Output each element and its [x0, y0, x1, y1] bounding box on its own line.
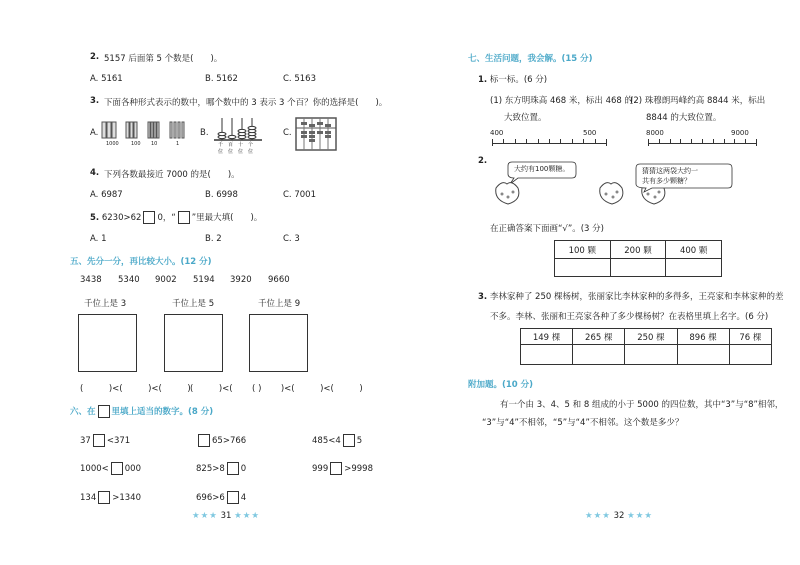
r-q3-name-cell-1[interactable]	[521, 345, 573, 365]
number-line-tick	[572, 139, 573, 144]
r-q1-part1-line1: (1) 东方明珠高 468 米，标出 468 的	[490, 96, 633, 106]
s5-compare-2[interactable]: ( )<( )	[190, 384, 262, 394]
footer-stars-right-icon: ★★★	[234, 511, 260, 521]
r-q2-answer-table	[554, 240, 722, 277]
s5-compare-1[interactable]: ( )<( )<( )	[80, 384, 191, 394]
s6-title-post: 里填上适当的数字。(8 分)	[111, 407, 214, 417]
s6-item-3-pre: 485<4	[312, 436, 341, 446]
r-q3-option-250: 250 棵	[625, 329, 677, 345]
q5-text-mid: 0，“	[157, 213, 176, 223]
r-q3-option-265: 265 棵	[573, 329, 625, 345]
q5-option-b[interactable]: B. 2	[205, 234, 222, 244]
r-q3-name-cell-2[interactable]	[573, 345, 625, 365]
s5-label-3: 千位上是 3	[84, 299, 127, 309]
s6-item-5	[196, 462, 246, 475]
number-line-tick	[756, 139, 757, 146]
q5-blank-box[interactable]	[143, 211, 155, 224]
bundle-value-1000: 1000	[106, 141, 119, 147]
s6-item-8-box[interactable]	[227, 491, 239, 504]
s6-item-2-post: 65>766	[212, 436, 247, 446]
r-q3-name-cell-4[interactable]	[677, 345, 729, 365]
footer-stars-left-icon: ★★★	[585, 511, 611, 521]
r-q3-line1	[478, 290, 784, 302]
s6-item-3-box[interactable]	[343, 434, 355, 447]
r-q2-check-cell-1[interactable]	[555, 259, 611, 277]
section5-title: 五、先分一分，再比较大小。(12 分)	[70, 257, 212, 267]
s5-number-4: 5194	[193, 275, 215, 285]
abacus-sub-1: 位	[218, 149, 224, 155]
s6-item-7	[80, 491, 141, 504]
q3-text: 下面各种形式表示的数中，哪个数中的 3 表示 3 个百？你的选择是( )。	[104, 98, 388, 108]
q4-text: 下列各数最接近 7000 的是( )。	[104, 170, 240, 180]
axis2-label-end: 9000	[731, 129, 749, 137]
s6-item-7-pre: 134	[80, 493, 97, 503]
s6-title-box-symbol	[98, 405, 110, 418]
s5-group-box-3[interactable]	[78, 314, 137, 372]
bundle-value-100: 100	[131, 141, 141, 147]
axis1-label-end: 500	[583, 129, 597, 137]
s6-item-2	[196, 434, 246, 447]
number-line-tick	[713, 139, 714, 144]
speech-bubble-2-line2: 共有多少颗糖？	[642, 177, 691, 185]
s6-item-8-pre: 696>6	[196, 493, 225, 503]
s5-number-5: 3920	[230, 275, 252, 285]
r-q1-part2-line1: (2) 珠穆朗玛峰约高 8844 米，标出	[630, 96, 766, 106]
s6-item-5-pre: 825>8	[196, 464, 225, 474]
abacus-c-icon	[294, 116, 338, 152]
number-line-tick	[526, 139, 527, 144]
s5-compare-3[interactable]: ( )<( )<( )	[252, 384, 363, 394]
q4-option-c[interactable]: C. 7001	[283, 190, 316, 200]
number-line-tick	[745, 139, 746, 144]
r-q3-line2: 不多。李林、张丽和王亮家各种了多少棵杨树？在表格里填上名字。(6 分)	[490, 312, 769, 322]
s6-item-1	[80, 434, 130, 447]
s6-item-1-post: <371	[106, 436, 131, 446]
speech-bubble-2-line1: 猜猜这两袋大约一	[642, 167, 698, 175]
bundle-value-1: 1	[176, 141, 180, 147]
r-q2-option-100: 100 颗	[555, 241, 611, 259]
r-q1-part2-line2: 8844 的大致位置。	[646, 113, 722, 123]
number-line-tick	[515, 139, 516, 144]
s6-item-6-post: >9998	[344, 464, 373, 474]
q5-option-c[interactable]: C. 3	[283, 234, 300, 244]
number-line-tick	[724, 139, 725, 144]
q2-number: 2.	[90, 52, 100, 62]
s6-item-6-pre: 999	[312, 464, 329, 474]
r-q1-title: 标一标。(6 分)	[489, 75, 548, 85]
r-q1-number: 1.	[478, 75, 488, 85]
s6-item-3	[312, 434, 362, 447]
number-line-tick	[702, 139, 703, 144]
s6-item-7-box[interactable]	[98, 491, 110, 504]
r-q1-header	[478, 73, 547, 85]
r-q2-option-200: 200 颗	[610, 241, 666, 259]
s5-label-9: 千位上是 9	[258, 299, 301, 309]
q5-text-pre: 6230>62	[101, 213, 142, 223]
s6-item-1-pre: 37	[80, 436, 91, 446]
abacus-sub-2: 位	[228, 149, 234, 155]
q4-number: 4.	[90, 168, 100, 178]
number-line-tick	[492, 139, 493, 146]
r-q1-part1-line2: 大致位置。	[504, 113, 547, 123]
number-line-tick	[606, 139, 607, 146]
q4-option-a[interactable]: A. 6987	[90, 190, 123, 200]
number-line-tick	[560, 139, 561, 144]
r-q2-option-400: 400 颗	[666, 241, 722, 259]
q5-box-symbol	[178, 211, 190, 224]
right-page-footer	[585, 511, 653, 521]
s5-number-1: 3438	[80, 275, 102, 285]
abacus-label-bai: 百	[228, 142, 234, 148]
s5-group-box-5[interactable]	[164, 314, 223, 372]
s6-item-4-post: 000	[124, 464, 141, 474]
extra-line2: “3”与“4”不相邻，“5”与“4”不相邻。这个数是多少？	[482, 418, 684, 428]
r-q3-option-76: 76 棵	[729, 329, 771, 345]
bundle-value-10: 10	[151, 141, 158, 147]
r-q3-option-896: 896 棵	[677, 329, 729, 345]
left-page-footer	[192, 511, 260, 521]
q5-number: 5.	[90, 213, 100, 223]
r-q3-option-149: 149 棵	[521, 329, 573, 345]
r-q2-number: 2.	[478, 156, 488, 166]
s6-item-5-post: 0	[240, 464, 247, 474]
s5-group-box-9[interactable]	[249, 314, 308, 372]
left-page-number: 31	[220, 511, 232, 521]
s5-label-5: 千位上是 5	[172, 299, 215, 309]
abacus-sub-4: 位	[248, 149, 254, 155]
s5-number-3: 9002	[155, 275, 177, 285]
extra-title: 附加题。(10 分)	[468, 380, 534, 390]
q2-option-b[interactable]: B. 5162	[205, 74, 238, 84]
q3-option-a[interactable]: A.	[90, 128, 99, 138]
s6-item-4-pre: 1000<	[80, 464, 109, 474]
s6-item-6-box[interactable]	[330, 462, 342, 475]
abacus-label-qian: 千	[218, 142, 224, 148]
s6-item-1-box[interactable]	[93, 434, 105, 447]
s6-title-pre: 六、在	[70, 407, 96, 417]
s6-item-4-box[interactable]	[111, 462, 123, 475]
abacus-sub-3: 位	[238, 149, 244, 155]
s5-number-6: 9660	[268, 275, 290, 285]
section7-title: 七、生活问题，我会解。(15 分)	[468, 54, 593, 64]
number-line-tick	[503, 139, 504, 144]
q4-option-b[interactable]: B. 6998	[205, 190, 238, 200]
axis2-label-start: 8000	[646, 129, 664, 137]
s6-item-2-box[interactable]	[198, 434, 210, 447]
s6-item-5-box[interactable]	[227, 462, 239, 475]
section6-title	[70, 405, 213, 418]
number-line-tick	[680, 139, 681, 144]
r-q3-name-cell-5[interactable]	[729, 345, 771, 365]
q3-option-b[interactable]: B.	[200, 128, 209, 138]
r-q2-check-cell-3[interactable]	[666, 259, 722, 277]
q5-option-a[interactable]: A. 1	[90, 234, 107, 244]
extra-line1: 有一个由 3、4、5 和 8 组成的小于 5000 的四位数，其中“3”与“8”相邻，	[500, 400, 784, 410]
footer-stars-right-icon: ★★★	[627, 511, 653, 521]
number-line-tick	[659, 139, 660, 144]
abacus-label-ge: 个	[248, 142, 254, 148]
number-line-tick	[648, 139, 649, 146]
r-q2-instruction: 在正确答案下面画“√”。(3 分)	[490, 224, 604, 234]
number-line-tick	[583, 139, 584, 144]
number-line-tick	[691, 139, 692, 144]
r-q3-number: 3.	[478, 292, 488, 302]
abacus-b-icon	[212, 116, 264, 142]
q5-line	[90, 211, 262, 224]
r-q3-text-1: 李林家种了 250 棵杨树，张丽家比李林家种的多得多，王亮家和李林家种的差	[489, 292, 784, 302]
s6-item-8	[196, 491, 246, 504]
r-q2-check-cell-2[interactable]	[610, 259, 666, 277]
number-line-tick	[734, 139, 735, 144]
speech-bubble-1: 大约有100颗糖。	[514, 165, 570, 173]
s6-item-8-post: 4	[240, 493, 247, 503]
s6-item-4	[80, 462, 141, 475]
s6-item-6	[312, 462, 373, 475]
q5-text-post: ”里最大填( )。	[191, 213, 263, 223]
right-page-number: 32	[613, 511, 625, 521]
s5-number-2: 5340	[118, 275, 140, 285]
abacus-label-shi: 十	[238, 142, 244, 148]
number-line-tick	[595, 139, 596, 144]
s6-item-3-post: 5	[356, 436, 363, 446]
number-line-tick	[549, 139, 550, 144]
axis1-label-start: 400	[490, 129, 504, 137]
r-q3-table	[520, 328, 772, 365]
number-line-tick	[538, 139, 539, 144]
q2-option-c[interactable]: C. 5163	[283, 74, 316, 84]
s6-item-7-post: >1340	[112, 493, 141, 503]
number-line-tick	[670, 139, 671, 144]
q3-number: 3.	[90, 96, 100, 106]
q2-text: 5157 后面第 5 个数是( )。	[104, 54, 223, 64]
q3-option-c[interactable]: C.	[283, 128, 292, 138]
r-q3-name-cell-3[interactable]	[625, 345, 677, 365]
q2-option-a[interactable]: A. 5161	[90, 74, 123, 84]
footer-stars-left-icon: ★★★	[192, 511, 218, 521]
